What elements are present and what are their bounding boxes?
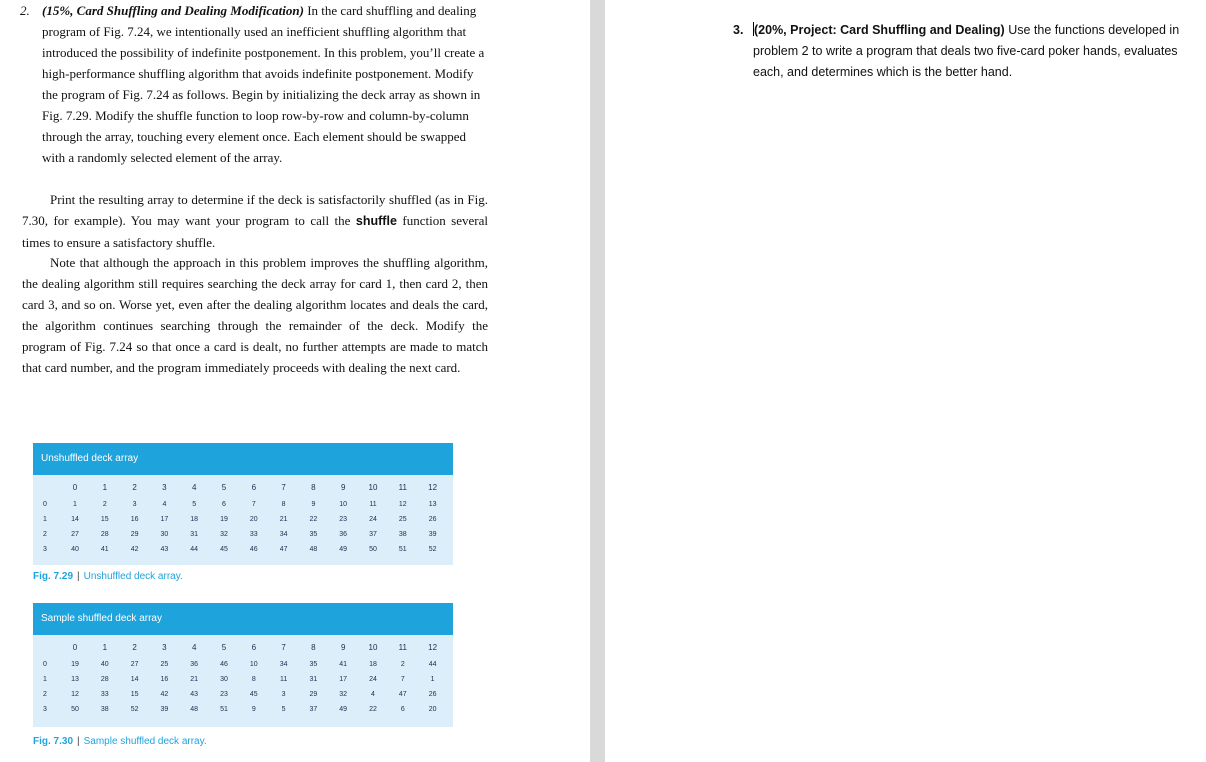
figure-7-30-column-header: 0 [72,643,78,652]
figure-7-30-row-header: 2 [43,691,47,698]
figure-7-29-row [33,542,453,557]
figure-7-29-cell: 44 [190,546,199,553]
figure-7-29-column-header: 6 [251,483,257,492]
figure-7-29-cell: 31 [190,531,199,538]
figure-7-30-cell: 20 [428,706,437,713]
figure-7-30-column-header: 4 [191,643,197,652]
figure-7-29-cell: 9 [311,501,316,508]
figure-7-29-column-header: 2 [132,483,137,492]
figure-7-30-column-header-row [33,639,453,657]
figure-7-30-cell: 27 [130,661,139,668]
figure-7-30-column-header: 11 [398,643,407,652]
figure-7-30-column-header: 7 [281,643,286,652]
page-gutter [590,0,605,762]
figure-7-30-cell: 51 [220,706,228,713]
figure-7-29-cell: 14 [71,516,79,523]
figure-7-29-cell: 30 [160,531,169,538]
figure-7-29-cell: 36 [339,531,348,538]
figure-7-30-cell: 7 [400,676,405,683]
figure-7-30-cell: 50 [71,706,79,713]
figure-7-30-cell: 16 [160,676,169,683]
figure-7-30-cell: 41 [339,661,348,668]
figure-7-30-row [33,702,453,717]
question-2-title: (15%, Card Shuffling and Dealing Modification) [42,3,304,18]
figure-7-29-column-header: 10 [368,483,378,492]
figure-7-30-cell: 23 [220,691,228,698]
figure-7-30-cell: 52 [130,706,139,713]
figure-7-29-cell: 4 [162,501,167,508]
figure-7-29-row [33,527,453,542]
figure-7-29-cell: 10 [339,501,348,508]
figure-7-29-cell: 25 [398,516,407,523]
figure-7-29-cell: 19 [220,516,228,523]
figure-7-30-column-header: 12 [428,643,438,652]
figure-7-30-cell: 37 [309,706,318,713]
figure-7-29-cell: 50 [369,546,377,553]
figure-7-29-row-header: 1 [43,516,47,523]
figure-7-29-cell: 12 [398,501,407,508]
figure-7-29-cell: 39 [428,531,437,538]
figure-7-29-cell: 24 [369,516,377,523]
figure-7-30-cell: 22 [369,706,377,713]
question-2-paragraph-3: Note that although the approach in this problem improves the shuffling algorithm, the dealing algorithm still requires searching the deck array for card 1, then card 2, then card 3, and so on. Worse yet, even after the dealing algorithm locates and deals the card, the algorithm continues searching through the remainder of the deck. Modify the program of Fig. 7.24 so that once a card is dealt, no further attempts are made to match that card number, and the program immediately proceeds with dealing the next card. [22,255,488,375]
figure-7-30-cell: 6 [400,706,405,713]
figure-7-29-column-header: 8 [311,483,316,492]
figure-7-29-column-header-row [33,479,453,497]
figure-7-29-column-header: 4 [191,483,197,492]
figure-7-30-cell: 5 [281,706,286,713]
figure-7-29-cell: 51 [398,546,407,553]
shuffle-keyword: shuffle [355,214,397,228]
figure-7-30-column-header: 5 [221,643,227,652]
figure-7-29-cell: 7 [251,501,256,508]
figure-7-30-cell: 18 [369,661,377,668]
figure-7-30-cell: 42 [160,691,169,698]
figure-7-29-cell: 5 [192,501,197,508]
figure-7-29-cell: 1 [73,501,77,508]
figure-7-29-cell: 47 [279,546,288,553]
figure-7-29-cell: 52 [428,546,437,553]
figure-7-30-cell: 36 [190,661,199,668]
figure-7-29-cell: 33 [249,531,258,538]
figure-7-30-cell: 39 [160,706,169,713]
figure-7-29-cell: 15 [100,516,109,523]
figure-7-29-cell: 8 [281,501,286,508]
figure-7-30-cell: 38 [100,706,109,713]
figure-7-29-row-header: 3 [43,546,47,553]
figure-7-30-column-header: 10 [368,643,378,652]
figure-7-30-row-header: 0 [43,661,47,668]
figure-7-30-column-header: 2 [132,643,137,652]
figure-7-30-cell: 25 [160,661,169,668]
figure-7-30-cell: 28 [100,676,109,683]
figure-7-30-row-header: 1 [43,676,47,683]
figure-7-30-cell: 49 [339,706,348,713]
figure-7-29-cell: 38 [398,531,407,538]
figure-7-30-column-header: 9 [340,643,346,652]
figure-7-29-cell: 42 [130,546,139,553]
figure-7-30-cell: 8 [251,676,256,683]
figure-7-30-cell: 13 [71,676,79,683]
figure-7-29-column-header: 5 [221,483,227,492]
figure-7-30-column-header: 3 [162,643,167,652]
figure-7-30-caption: Fig. 7.30 | Sample shuffled deck array. [33,736,207,747]
figure-7-29-cell: 34 [279,531,288,538]
figure-7-29-row-header: 0 [43,501,47,508]
question-2-intro [42,0,490,168]
figure-7-30-cell: 29 [309,691,318,698]
figure-7-30-cell: 48 [190,706,199,713]
figure-7-30-cell: 31 [309,676,318,683]
figure-7-29-cell: 18 [190,516,199,523]
figure-7-30-cell: 4 [371,691,375,698]
figure-7-29-cell: 3 [132,501,137,508]
question-2-number: 2. [20,3,30,18]
question-2 [20,0,490,168]
figure-7-29-column-header: 9 [340,483,346,492]
right-page [605,0,1206,762]
figure-7-29-cell: 27 [71,531,79,538]
figure-7-30-cell: 15 [130,691,139,698]
figure-7-29-cell: 43 [160,546,169,553]
figure-7-29-cell: 32 [220,531,228,538]
figure-7-29-cell: 45 [220,546,228,553]
figure-7-29-column-header: 3 [162,483,167,492]
figure-7-29-column-header: 11 [398,483,407,492]
figure-7-29-cell: 49 [339,546,348,553]
figure-7-29-row [33,497,453,512]
question-3-number: 3. [733,23,744,37]
figure-7-30-row [33,657,453,672]
figure-7-29-row-header: 2 [43,531,47,538]
figure-7-30-row-header: 3 [43,706,47,713]
figure-7-30-cell: 35 [309,661,318,668]
figure-7-29-column-header: 0 [72,483,78,492]
figure-7-29-cell: 13 [428,501,437,508]
figure-7-30-cell: 26 [428,691,437,698]
figure-7-29-column-header: 1 [102,483,108,492]
figure-7-29-caption: Fig. 7.29 | Unshuffled deck array. [33,571,183,582]
figure-7-29-cell: 11 [369,501,377,508]
figure-7-30-table [33,603,453,727]
question-2-intro-text: In the card shuffling and dealing program of Fig. 7.24, we intentionally used an inefficient shuffling algorithm that introduced the possibility of indefinite postponement. In this problem, you’ll create a high-performance shuffling algorithm that avoids indefinite postponement. Modify the program of Fig. 7.24 as follows. Begin by initializing the deck array as shown in Fig. 7.29. Modify the shuffle function to loop row-by-row and column-by-column through the array, touching every element once. Each element should be swapped with a randomly selected element of the array. [42,3,485,165]
figure-7-29-table [33,443,453,565]
figure-7-30-cell: 21 [190,676,199,683]
figure-7-30-cell: 14 [130,676,139,683]
figure-7-29-cell: 21 [279,516,288,523]
figure-7-30-row [33,687,453,702]
figure-7-29-cell: 16 [130,516,139,523]
figure-7-29-cell: 48 [309,546,318,553]
figure-7-29-cell: 20 [249,516,258,523]
figure-7-30-cell: 10 [249,661,258,668]
figure-7-29-cell: 46 [249,546,258,553]
figure-7-30-cell: 40 [100,661,109,668]
figure-7-30-cell: 2 [400,661,405,668]
figure-7-30-cell: 19 [71,661,79,668]
question-2-paragraph-2: Print the resulting array to determine if the deck is satisfactorily shuffled (as in Fig. 7.30, for example). You may want your program to call the shuffle function several times to ensure a satisfactory shuffle. [22,192,488,250]
figure-7-29-cell: 35 [309,531,318,538]
figure-7-30-cell: 32 [339,691,348,698]
figure-7-29-cell: 40 [71,546,79,553]
figure-7-30-cell: 43 [190,691,199,698]
figure-7-29-header: Unshuffled deck array [33,443,453,475]
figure-7-30-header: Sample shuffled deck array [33,603,453,635]
figure-7-30-cell: 46 [220,661,228,668]
figure-7-29-cell: 41 [100,546,109,553]
figure-7-30-cell: 47 [398,691,407,698]
figure-7-29-cell: 28 [100,531,109,538]
figure-7-29-cell: 6 [222,501,226,508]
figure-7-30-column-header: 8 [311,643,316,652]
figure-7-29-row [33,512,453,527]
figure-7-30-row [33,672,453,687]
figure-7-30-cell: 44 [428,661,437,668]
figure-7-29-cell: 17 [160,516,169,523]
figure-7-30-cell: 17 [339,676,348,683]
figure-7-29-cell: 29 [130,531,139,538]
question-3-title: (20%, Project: Card Shuffling and Dealing) [754,23,1005,37]
figure-7-30-cell: 1 [430,676,435,683]
question-3-text: Use the functions developed in problem 2 to write a program that deals two five-card poker hands, evaluates each, and determines which is the better hand. [753,23,1180,79]
figure-7-29-cell: 2 [102,501,107,508]
figure-7-30-cell: 34 [279,661,288,668]
figure-7-29-cell: 26 [428,516,437,523]
figure-7-30-cell: 3 [281,691,286,698]
figure-7-30-cell: 45 [249,691,258,698]
figure-7-29-cell: 23 [339,516,348,523]
figure-7-30-cell: 30 [220,676,228,683]
figure-7-29-column-header: 7 [281,483,286,492]
figure-7-30-column-header: 6 [251,643,257,652]
figure-7-30-cell: 24 [369,676,377,683]
figure-7-30-cell: 33 [100,691,109,698]
figure-7-30-column-header: 1 [102,643,108,652]
figure-7-29-cell: 37 [369,531,377,538]
figure-7-30-cell: 12 [71,691,79,698]
figure-7-29-cell: 22 [309,516,318,523]
question-3 [733,20,1195,83]
figure-7-30-cell: 9 [251,706,256,713]
figure-7-29-column-header: 12 [428,483,438,492]
figure-7-30-cell: 11 [279,676,288,683]
